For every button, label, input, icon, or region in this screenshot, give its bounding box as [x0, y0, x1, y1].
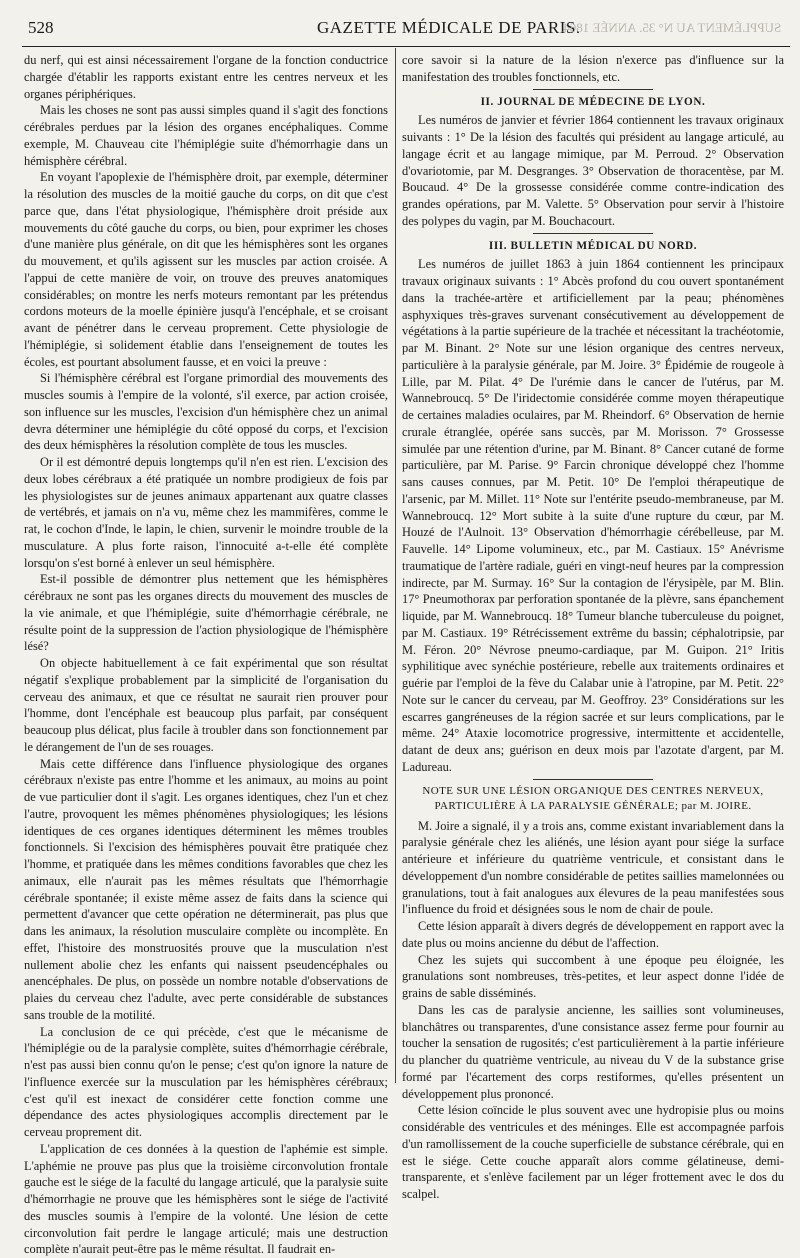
note-title: NOTE SUR UNE LÉSION ORGANIQUE DES CENTRES NERVEUX, PARTICULIÈRE À LA PARALYSIE GÉNÉRALE; par M. JOIRE.	[422, 784, 764, 812]
header-rule	[22, 46, 790, 47]
paragraph: Est-il possible de démontrer plus nettement que les hémisphères cérébraux ne sont pas les organes directs du mouvement des muscles de la vie animale, et que l'hémiplégie, suite d'hémorrhagie cérébrale, ne résulte point de la suppression de l'action physiologique de l'hémisphère lésé?	[24, 572, 388, 654]
paragraph: L'application de ces données à la question de l'aphémie est simple. L'aphémie ne prouve pas plus que la troisième circonvolution frontale gauche est le siége de la faculté du langage articulé, que la paralysie suite d'hémorrhagie ne prouve que les hémisphères sont le siége de l'activité des muscles soumis à l'empire de la volonté. Une lésion de cette circonvolution fait perdre le langage articulé; mais une destruction complète n'aurait peut-être pas le même résultat. Il faudrait en-	[24, 1141, 388, 1257]
section-title-nord: III. BULLETIN MÉDICAL DU NORD.	[488, 239, 698, 252]
bleed-through-header: SUPPLÉMENT AU N° 35. ANNÉE 1864.	[560, 20, 782, 35]
paragraph: Chez les sujets qui succombent à une époque peu éloignée, les granulations sont nombreuses, très-petites, et leur aspect donne l'idée de grains de sable disséminés.	[402, 952, 784, 1000]
paragraph: Si l'hémisphère cérébral est l'organe primordial des mouvements des muscles soumis à l'empire de la volonté, s'il exerce, par action croisée, son influence sur les muscles, l'excision d'un hémisphère chez un animal devra déterminer une hémiplégie du côté opposé du corps, et l'excision des deux hémisphères la résolution complète de tous les muscles.	[24, 371, 388, 453]
section-rule	[533, 89, 653, 90]
paragraph: La conclusion de ce qui précède, c'est que le mécanisme de l'hémiplégie ou de la paralysie complète, suites d'hémorrhagie cérébrale, n'est pas aussi bien connu qu'on le pense; c'est qu'on ignore la nature de l'influence exercée sur la musculation par les hémisphères cérébraux; c'est qu'il est inexact de considérer cette fonction comme une dépendance des actes physiologiques accomplis directement par le cerveau proprement dit.	[24, 1024, 388, 1139]
page-number: 528	[28, 18, 54, 37]
section-rule	[533, 233, 653, 234]
paragraph: Cette lésion apparaît à divers degrés de développement en rapport avec la date plus ou moins ancienne du début de l'affection.	[402, 919, 784, 950]
paragraph: Dans les cas de paralysie ancienne, les saillies sont volumineuses, blanchâtres ou transparentes, d'une consistance assez ferme pour fournir au toucher la sensation de rugosités; c'est particulièrement à la partie inférieure du plancher du quatrième ventricule, au niveau du V de la substance grise formé par l'écartement des corps restiformes, qu'elles présentent un développement plus prononcé.	[402, 1002, 784, 1101]
column-divider	[395, 48, 396, 1083]
paragraph: du nerf, qui est ainsi nécessairement l'organe de la fonction conductrice chargée d'établir les rapports existant entre les centres nerveux et les organes périphériques.	[24, 53, 388, 101]
paragraph-continuation: core savoir si la nature de la lésion n'exerce pas d'influence sur la manifestation des troubles fonctionnels, etc.	[402, 53, 784, 84]
paragraph: Cette lésion coïncide le plus souvent avec une hydropisie plus ou moins considérable des ventricules et des méninges. Elle est accompagnée parfois d'un ramollissement de la couche superficielle de substance cérébrale, qui en est le siége. Cette couche apparaît alors comme gélatineuse, demi-transparente, et s'enlève facilement par un léger frottement avec le dos du scalpel.	[402, 1103, 784, 1201]
paragraph: Mais cette différence dans l'influence physiologique des organes cérébraux n'existe pas entre l'homme et les animaux, au moins au point de vue particulier dont il s'agit. Les organes identiques, chez l'un et chez l'autre, provoquent les mêmes phénomènes physiologiques; les lésions identiques de ces organes identiques déterminent les mêmes troubles fonctionnels. Si l'excision des hémisphères pouvait être pratiquée chez l'homme, et pratiquée dans les mêmes conditions favorables que chez les animaux, elle n'aurait pas les mêmes résultats que l'hémorrhagie cérébrale spontanée; il existe même assez de faits dans la science qui permettent d'avancer que cette opération ne déterminerait, pas plus que dans les animaux, la résolution musculaire complète ou incomplète. En effet, l'histoire des monstruosités prouve que la musculation n'est nullement abolie chez les enfants qui naissent pseudencéphales ou anencéphales. De plus, on possède un nombre notable d'observations de plaies du cerveau chez l'adulte, avec perte considérable de substances sans trouble de la motilité.	[24, 756, 388, 1022]
right-column	[402, 52, 784, 1201]
paragraph: En voyant l'apoplexie de l'hémisphère droit, par exemple, déterminer la résolution des muscles de la moitié gauche du corps, on dit que c'est parce que, dans l'état physiologique, l'hémisphère droit préside aux mouvements du côté gauche du corps, ou bien, pour exprimer les choses d'une manière plus générale, on dit que les hémisphères sont les organes du mouvement, et qu'ils agissent sur les muscles par action croisée. A l'appui de cette manière de voir, on trouve des preuves anatomiques considérables; on montre les nerfs moteurs remontant par les prétendus cordons moteurs de la moelle épinière jusqu'à l'encéphale, et se croisant avant de pénétrer dans le cerveau proprement. Cette physiologie de l'hémiplégie, si solidement établie dans l'enseignement de toutes les écoles, est pourtant absolument fausse, et en voici la preuve :	[24, 170, 388, 369]
section-title-lyon: II. JOURNAL DE MÉDECINE DE LYON.	[480, 95, 706, 108]
section-body-lyon: Les numéros de janvier et février 1864 contiennent les travaux originaux suivants : 1° De la lésion des facultés qui président au langage articulé, au langage écrit et au langage mimique, par M. Perroud. 2° Observation d'ovariotomie, par M. Desgranges. 3° Observation de thoracentèse, par M. Boucaud. 4° De la grossesse considérée comme contre-indication des grandes opérations, par M. Valette. 5° Observation pour servir à l'histoire des polypes du vagin, par M. Bouchacourt.	[402, 113, 784, 228]
paragraph: Or il est démontré depuis longtemps qu'il n'en est rien. L'excision des deux lobes cérébraux a été pratiquée un nombre prodigieux de fois par les physiologistes sur de jeunes animaux appartenant aux quatre classes de vertébrés, et jamais on n'a vu, même chez les mammifères, comme le rat, le cochon d'Inde, le lapin, le chien, survenir le moindre trouble de la musculature. A plus forte raison, l'innocuité a-t-elle été complète lorsqu'on s'est borné à enlever un seul hémisphère.	[24, 455, 388, 570]
paragraph: M. Joire a signalé, il y a trois ans, comme existant invariablement dans la paralysie générale chez les aliénés, une lésion ayant pour siége la surface antérieure et inférieure du quatrième ventricule, et consistant dans le développement d'un nombre considérable de petites saillies mamelonnées ou granulations, tout à fait analogues aux élevures de la peau manifestées sous l'influence du froid et désignées sous le nom de chair de poule.	[402, 818, 784, 917]
paragraph: Mais les choses ne sont pas aussi simples quand il s'agit des fonctions cérébrales perdues par la lésion des organes encéphaliques. Comme exemple, M. Chauveau cite l'hémiplégie suite d'hémorrhagie dans un hémisphère cérébral.	[24, 103, 388, 168]
page-header	[22, 10, 790, 44]
section-rule	[533, 779, 653, 780]
paragraph: On objecte habituellement à ce fait expérimental que son résultat négatif s'explique probablement par la simplicité de l'organisation du cerveau des animaux, et que ce résultat ne saurait rien prouver pour l'homme, dont l'encéphale est beaucoup plus parfait, par conséquent beaucoup plus délicat, plus facile à troubler dans son fonctionnement par le dérangement de l'un de ses rouages.	[24, 656, 388, 754]
left-column	[24, 52, 388, 1257]
journal-title: GAZETTE MÉDICALE DE PARIS.	[317, 18, 581, 37]
section-body-nord: Les numéros de juillet 1863 à juin 1864 contiennent les principaux travaux originaux suivants : 1° Abcès profond du cou ouvert spontanément dans la trachée-artère et artificiellement par la peau; phénomènes asphyxiques très-graves survenant consécutivement au développement de végétations à la partie supérieure de la trachée et nécessitant la trachéotomie, par M. Binant. 2° Note sur une lésion organique des centres nerveux, particulière à la paralysie générale, par M. Joire. 3° Épidémie de rougeole à Lille, par M. Pilat. 4° De l'urémie dans le cancer de l'utérus, par M. Wannebroucq. 5° De l'iridectomie considérée comme moyen thérapeutique de certaines maladies oculaires, par M. Rheindorf. 6° Observation de hernie crurale étranglée, opérée sans succès, par M. Morisson. 7° Grossesse simulée par une rétention d'urine, par M. Binant. 8° Cancer cutané de forme particulière, par M. Parise. 9° Farcin chronique développé chez l'homme sans causes connues, par M. Petit. 10° De l'emploi thérapeutique de l'arsenic, par M. Millet. 11° Note sur l'entérite pseudo-membraneuse, par M. Wannebroucq. 12° Mort subite à la suite d'une rupture du cœur, par M. Houzé de l'Aulnoit. 13° Observation d'hémorrhagie cérébelleuse, par M. Fauvelle. 14° Lipome volumineux, etc., par M. Castiaux. 15° Anévrisme traumatique de l'artère radiale, guéri en vingt-neuf heures par la compression indirecte, par M. Surmay. 16° Sur la contagion de l'érysipèle, par M. Blin. 17° Pneumothorax par perforation spontanée de la plèvre, sans épanchement liquide, par M. Wannebroucq. 18° Tumeur blanche tuberculeuse du poignet, par M. Castiaux. 19° Rétrécissement extrême du bassin; céphalotripsie, par M. Féron. 20° Névrose pneumo-cardiaque, par M. Guipon. 21° Iritis syphilitique avec synéchie postérieure, rebelle aux traitements ordinaires et guérie par l'emploi de la fève du Calabar unie à l'atropine, par M. Petit. 22° Note sur le cancer du cerveau, par M. Geoffroy. 23° Considérations sur les escarres gangréneuses de la région sacrée et sur leurs complications, par le même. 24° Ataxie locomotrice progressive, intermittente et accidentelle, datant de deux ans; guérison en deux mois par l'azotate d'argent, par M. Ladureau.	[402, 257, 784, 774]
